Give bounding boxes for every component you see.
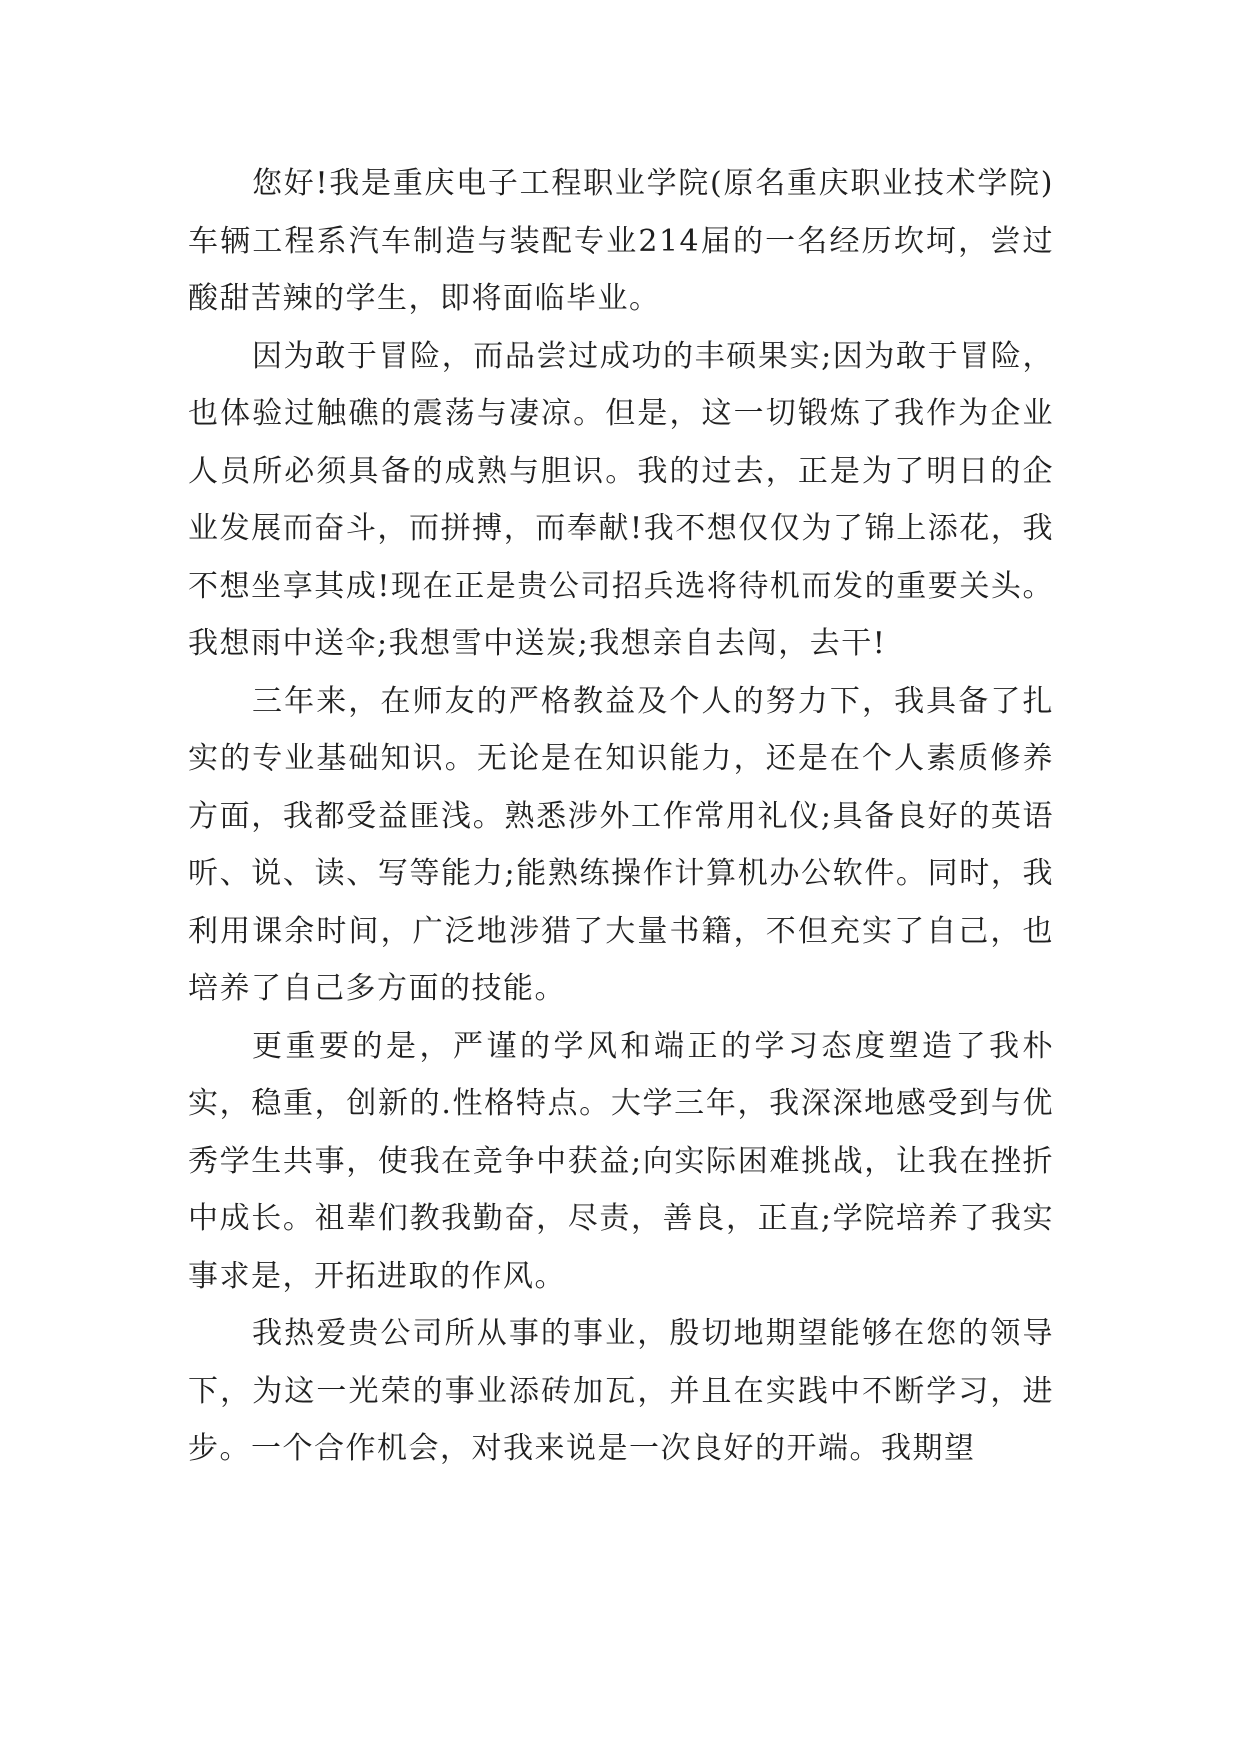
paragraph-character: 更重要的是，严谨的学风和端正的学习态度塑造了我朴实，稳重，创新的.性格特点。大学三年，我深深地感受到与优秀学生共事，使我在竞争中获益;向实际困难挑战，让我在挫折中成长。祖辈们教我勤奋，尽责，善良，正直;学院培养了我实事求是，开拓进取的作风。	[188, 1028, 1054, 1294]
letter-body	[188, 155, 1054, 1478]
paragraph-aspiration: 我热爱贵公司所从事的事业，殷切地期望能够在您的领导下，为这一光荣的事业添砖加瓦，并且在实践中不断学习，进步。一个合作机会，对我来说是一次良好的开端。我期望	[188, 1316, 1054, 1466]
paragraph-skills: 三年来，在师友的严格教益及个人的努力下，我具备了扎实的专业基础知识。无论是在知识能力，还是在个人素质修养方面，我都受益匪浅。熟悉涉外工作常用礼仪;具备良好的英语听、说、读、写等能力;能熟练操作计算机办公软件。同时，我利用课余时间，广泛地涉猎了大量书籍，不但充实了自己，也培养了自己多方面的技能。	[188, 683, 1054, 1006]
paragraph-risk-taking: 因为敢于冒险，而品尝过成功的丰硕果实;因为敢于冒险，也体验过触礁的震荡与凄凉。但是，这一切锻炼了我作为企业人员所必须具备的成熟与胆识。我的过去，正是为了明日的企业发展而奋斗，而拼搏，而奉献!我不想仅仅为了锦上添花，我不想坐享其成!现在正是贵公司招兵选将待机而发的重要关头。我想雨中送伞;我想雪中送炭;我想亲自去闯，去干!	[188, 338, 1054, 661]
paragraph-greeting: 您好!我是重庆电子工程职业学院(原名重庆职业技术学院)车辆工程系汽车制造与装配专业214届的一名经历坎坷，尝过酸甜苦辣的学生，即将面临毕业。	[188, 166, 1054, 316]
